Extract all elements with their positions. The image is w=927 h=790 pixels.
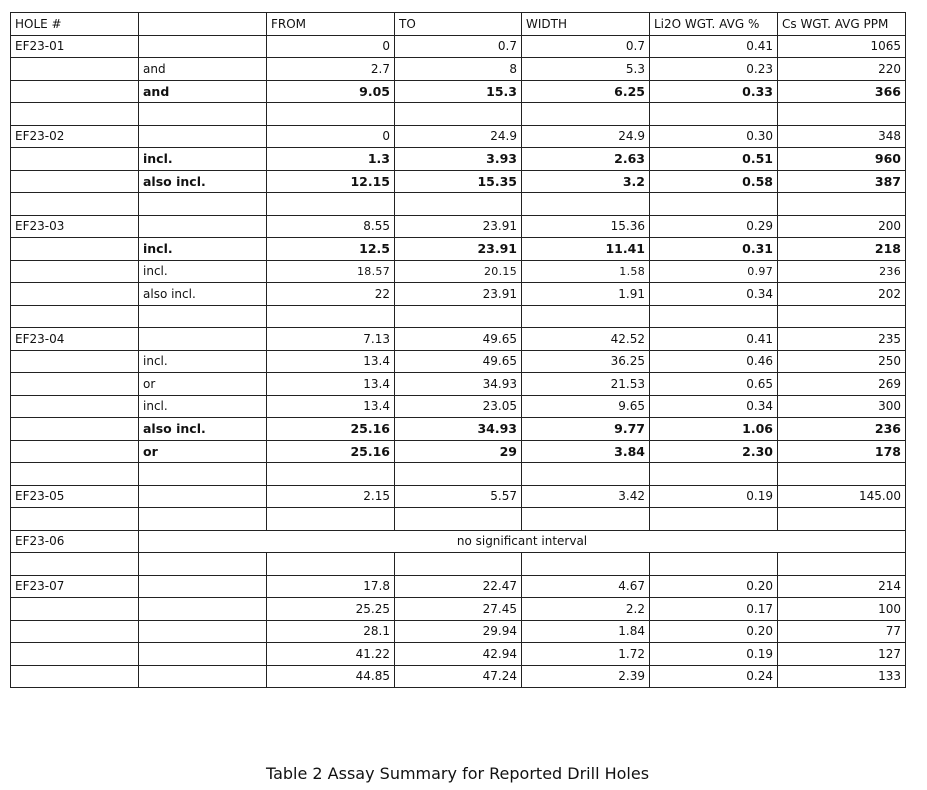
from-cell: 22 [267, 283, 395, 306]
width-cell: 3.84 [522, 440, 650, 463]
to-cell: 15.35 [395, 170, 522, 193]
width-cell: 24.9 [522, 125, 650, 148]
li2o-cell: 0.33 [650, 80, 778, 103]
cs-cell [778, 463, 906, 486]
width-cell: 36.25 [522, 350, 650, 373]
cs-cell: 178 [778, 440, 906, 463]
to-cell [395, 193, 522, 216]
table-row [11, 463, 906, 486]
hole-cell [11, 553, 139, 576]
cs-cell: 218 [778, 238, 906, 261]
table-row [11, 665, 906, 688]
table-row [11, 530, 906, 553]
header-to: TO [395, 13, 522, 36]
hole-cell: EF23-06 [11, 530, 139, 553]
table-row [11, 485, 906, 508]
qualifier-cell: incl. [139, 395, 267, 418]
width-cell: 2.2 [522, 598, 650, 621]
width-cell: 9.65 [522, 395, 650, 418]
to-cell: 15.3 [395, 80, 522, 103]
hole-cell: EF23-02 [11, 125, 139, 148]
qualifier-cell: and [139, 58, 267, 81]
width-cell: 6.25 [522, 80, 650, 103]
to-cell: 29.94 [395, 620, 522, 643]
to-cell: 29 [395, 440, 522, 463]
width-cell: 9.77 [522, 418, 650, 441]
from-cell: 18.57 [267, 260, 395, 283]
hole-cell [11, 148, 139, 171]
li2o-cell: 0.23 [650, 58, 778, 81]
cs-cell: 202 [778, 283, 906, 306]
hole-cell: EF23-03 [11, 215, 139, 238]
table-body [11, 35, 906, 688]
to-cell: 3.93 [395, 148, 522, 171]
li2o-cell: 0.41 [650, 35, 778, 58]
hole-cell [11, 170, 139, 193]
qualifier-cell [139, 485, 267, 508]
qualifier-cell: incl. [139, 148, 267, 171]
from-cell: 9.05 [267, 80, 395, 103]
qualifier-cell [139, 463, 267, 486]
note-cell: no significant interval [139, 530, 906, 553]
to-cell: 0.7 [395, 35, 522, 58]
width-cell [522, 103, 650, 126]
qualifier-cell [139, 125, 267, 148]
hole-cell [11, 463, 139, 486]
cs-cell [778, 553, 906, 576]
li2o-cell: 0.20 [650, 620, 778, 643]
qualifier-cell [139, 575, 267, 598]
qualifier-cell [139, 643, 267, 666]
hole-cell [11, 418, 139, 441]
li2o-cell [650, 193, 778, 216]
table-row [11, 350, 906, 373]
table-row [11, 148, 906, 171]
width-cell: 2.63 [522, 148, 650, 171]
qualifier-cell [139, 193, 267, 216]
li2o-cell [650, 103, 778, 126]
table-row [11, 418, 906, 441]
width-cell: 4.67 [522, 575, 650, 598]
qualifier-cell: incl. [139, 350, 267, 373]
to-cell [395, 463, 522, 486]
to-cell [395, 305, 522, 328]
cs-cell: 300 [778, 395, 906, 418]
table-row [11, 643, 906, 666]
li2o-cell: 0.17 [650, 598, 778, 621]
width-cell: 11.41 [522, 238, 650, 261]
qualifier-cell [139, 598, 267, 621]
hole-cell [11, 350, 139, 373]
li2o-cell: 0.29 [650, 215, 778, 238]
to-cell [395, 103, 522, 126]
from-cell: 0 [267, 125, 395, 148]
from-cell: 28.1 [267, 620, 395, 643]
table-row [11, 395, 906, 418]
qualifier-cell: also incl. [139, 170, 267, 193]
li2o-cell: 0.19 [650, 643, 778, 666]
from-cell: 13.4 [267, 350, 395, 373]
table-row [11, 440, 906, 463]
cs-cell: 127 [778, 643, 906, 666]
qualifier-cell [139, 508, 267, 531]
from-cell: 7.13 [267, 328, 395, 351]
cs-cell: 960 [778, 148, 906, 171]
table-row [11, 283, 906, 306]
to-cell: 20.15 [395, 260, 522, 283]
li2o-cell: 2.30 [650, 440, 778, 463]
cs-cell: 366 [778, 80, 906, 103]
to-cell: 23.91 [395, 215, 522, 238]
table-row [11, 125, 906, 148]
width-cell [522, 305, 650, 328]
hole-cell [11, 440, 139, 463]
table-caption [0, 764, 927, 783]
hole-cell [11, 665, 139, 688]
cs-cell: 1065 [778, 35, 906, 58]
qualifier-cell [139, 215, 267, 238]
from-cell [267, 553, 395, 576]
li2o-cell [650, 463, 778, 486]
hole-cell [11, 80, 139, 103]
to-cell: 42.94 [395, 643, 522, 666]
from-cell: 44.85 [267, 665, 395, 688]
from-cell: 2.7 [267, 58, 395, 81]
width-cell: 21.53 [522, 373, 650, 396]
hole-cell [11, 238, 139, 261]
from-cell: 0 [267, 35, 395, 58]
width-cell: 15.36 [522, 215, 650, 238]
from-cell: 25.16 [267, 418, 395, 441]
width-cell: 0.7 [522, 35, 650, 58]
qualifier-cell [139, 103, 267, 126]
from-cell: 12.15 [267, 170, 395, 193]
width-cell: 1.91 [522, 283, 650, 306]
to-cell: 34.93 [395, 418, 522, 441]
to-cell [395, 553, 522, 576]
li2o-cell: 0.58 [650, 170, 778, 193]
table-row [11, 598, 906, 621]
from-cell: 2.15 [267, 485, 395, 508]
cs-cell: 387 [778, 170, 906, 193]
hole-cell [11, 193, 139, 216]
hole-cell [11, 103, 139, 126]
header-hole: HOLE # [11, 13, 139, 36]
from-cell [267, 193, 395, 216]
width-cell: 1.84 [522, 620, 650, 643]
qualifier-cell [139, 665, 267, 688]
width-cell [522, 553, 650, 576]
cs-cell: 214 [778, 575, 906, 598]
width-cell: 1.58 [522, 260, 650, 283]
hole-cell [11, 283, 139, 306]
li2o-cell [650, 305, 778, 328]
qualifier-cell [139, 553, 267, 576]
cs-cell: 250 [778, 350, 906, 373]
table-row [11, 328, 906, 351]
li2o-cell [650, 553, 778, 576]
li2o-cell: 0.34 [650, 283, 778, 306]
hole-cell [11, 598, 139, 621]
width-cell: 2.39 [522, 665, 650, 688]
cs-cell: 269 [778, 373, 906, 396]
to-cell: 24.9 [395, 125, 522, 148]
header-width: WIDTH [522, 13, 650, 36]
hole-cell [11, 305, 139, 328]
qualifier-cell: also incl. [139, 283, 267, 306]
hole-cell [11, 260, 139, 283]
from-cell: 25.16 [267, 440, 395, 463]
qualifier-cell [139, 620, 267, 643]
table-header-row [11, 13, 906, 36]
cs-cell: 200 [778, 215, 906, 238]
from-cell: 8.55 [267, 215, 395, 238]
li2o-cell: 0.97 [650, 260, 778, 283]
cs-cell: 236 [778, 260, 906, 283]
li2o-cell: 0.24 [650, 665, 778, 688]
qualifier-cell: or [139, 440, 267, 463]
header-li2o: Li2O WGT. AVG % [650, 13, 778, 36]
li2o-cell: 0.20 [650, 575, 778, 598]
width-cell: 3.2 [522, 170, 650, 193]
to-cell: 8 [395, 58, 522, 81]
qualifier-cell [139, 35, 267, 58]
to-cell: 23.05 [395, 395, 522, 418]
li2o-cell: 0.65 [650, 373, 778, 396]
hole-cell [11, 395, 139, 418]
cs-cell: 100 [778, 598, 906, 621]
width-cell [522, 193, 650, 216]
from-cell: 1.3 [267, 148, 395, 171]
width-cell [522, 463, 650, 486]
hole-cell [11, 643, 139, 666]
table-row [11, 575, 906, 598]
hole-cell: EF23-07 [11, 575, 139, 598]
table-row [11, 238, 906, 261]
table-row [11, 508, 906, 531]
from-cell: 41.22 [267, 643, 395, 666]
table-row [11, 58, 906, 81]
from-cell: 25.25 [267, 598, 395, 621]
header-qualifier [139, 13, 267, 36]
table-row [11, 553, 906, 576]
qualifier-cell [139, 305, 267, 328]
from-cell [267, 103, 395, 126]
header-cs: Cs WGT. AVG PPM [778, 13, 906, 36]
hole-cell [11, 58, 139, 81]
cs-cell: 236 [778, 418, 906, 441]
table-row [11, 35, 906, 58]
from-cell [267, 305, 395, 328]
to-cell [395, 508, 522, 531]
hole-cell: EF23-01 [11, 35, 139, 58]
cs-cell: 145.00 [778, 485, 906, 508]
hole-cell: EF23-04 [11, 328, 139, 351]
li2o-cell: 0.31 [650, 238, 778, 261]
caption-text: Table 2 Assay Summary for Reported Drill Holes [265, 764, 650, 783]
li2o-cell: 0.30 [650, 125, 778, 148]
qualifier-cell [139, 328, 267, 351]
cs-cell [778, 508, 906, 531]
li2o-cell: 1.06 [650, 418, 778, 441]
li2o-cell: 0.19 [650, 485, 778, 508]
table-row [11, 260, 906, 283]
table-row [11, 80, 906, 103]
li2o-cell: 0.41 [650, 328, 778, 351]
table-row [11, 305, 906, 328]
header-from: FROM [267, 13, 395, 36]
to-cell: 27.45 [395, 598, 522, 621]
table-row [11, 373, 906, 396]
cs-cell: 348 [778, 125, 906, 148]
cs-cell: 77 [778, 620, 906, 643]
to-cell: 47.24 [395, 665, 522, 688]
qualifier-cell: also incl. [139, 418, 267, 441]
qualifier-cell: incl. [139, 238, 267, 261]
hole-cell [11, 508, 139, 531]
cs-cell [778, 305, 906, 328]
from-cell [267, 508, 395, 531]
to-cell: 23.91 [395, 238, 522, 261]
from-cell: 12.5 [267, 238, 395, 261]
to-cell: 49.65 [395, 328, 522, 351]
width-cell: 42.52 [522, 328, 650, 351]
width-cell: 3.42 [522, 485, 650, 508]
from-cell: 13.4 [267, 373, 395, 396]
from-cell: 17.8 [267, 575, 395, 598]
assay-summary-table [10, 12, 906, 688]
qualifier-cell: incl. [139, 260, 267, 283]
li2o-cell: 0.46 [650, 350, 778, 373]
width-cell: 1.72 [522, 643, 650, 666]
table-row [11, 193, 906, 216]
width-cell: 5.3 [522, 58, 650, 81]
table-row [11, 215, 906, 238]
table-row [11, 103, 906, 126]
to-cell: 22.47 [395, 575, 522, 598]
from-cell: 13.4 [267, 395, 395, 418]
qualifier-cell: or [139, 373, 267, 396]
li2o-cell: 0.51 [650, 148, 778, 171]
cs-cell [778, 193, 906, 216]
table-row [11, 170, 906, 193]
to-cell: 34.93 [395, 373, 522, 396]
hole-cell: EF23-05 [11, 485, 139, 508]
to-cell: 23.91 [395, 283, 522, 306]
cs-cell: 133 [778, 665, 906, 688]
li2o-cell [650, 508, 778, 531]
cs-cell [778, 103, 906, 126]
table-row [11, 620, 906, 643]
to-cell: 5.57 [395, 485, 522, 508]
hole-cell [11, 620, 139, 643]
cs-cell: 235 [778, 328, 906, 351]
from-cell [267, 463, 395, 486]
to-cell: 49.65 [395, 350, 522, 373]
qualifier-cell: and [139, 80, 267, 103]
li2o-cell: 0.34 [650, 395, 778, 418]
width-cell [522, 508, 650, 531]
cs-cell: 220 [778, 58, 906, 81]
hole-cell [11, 373, 139, 396]
